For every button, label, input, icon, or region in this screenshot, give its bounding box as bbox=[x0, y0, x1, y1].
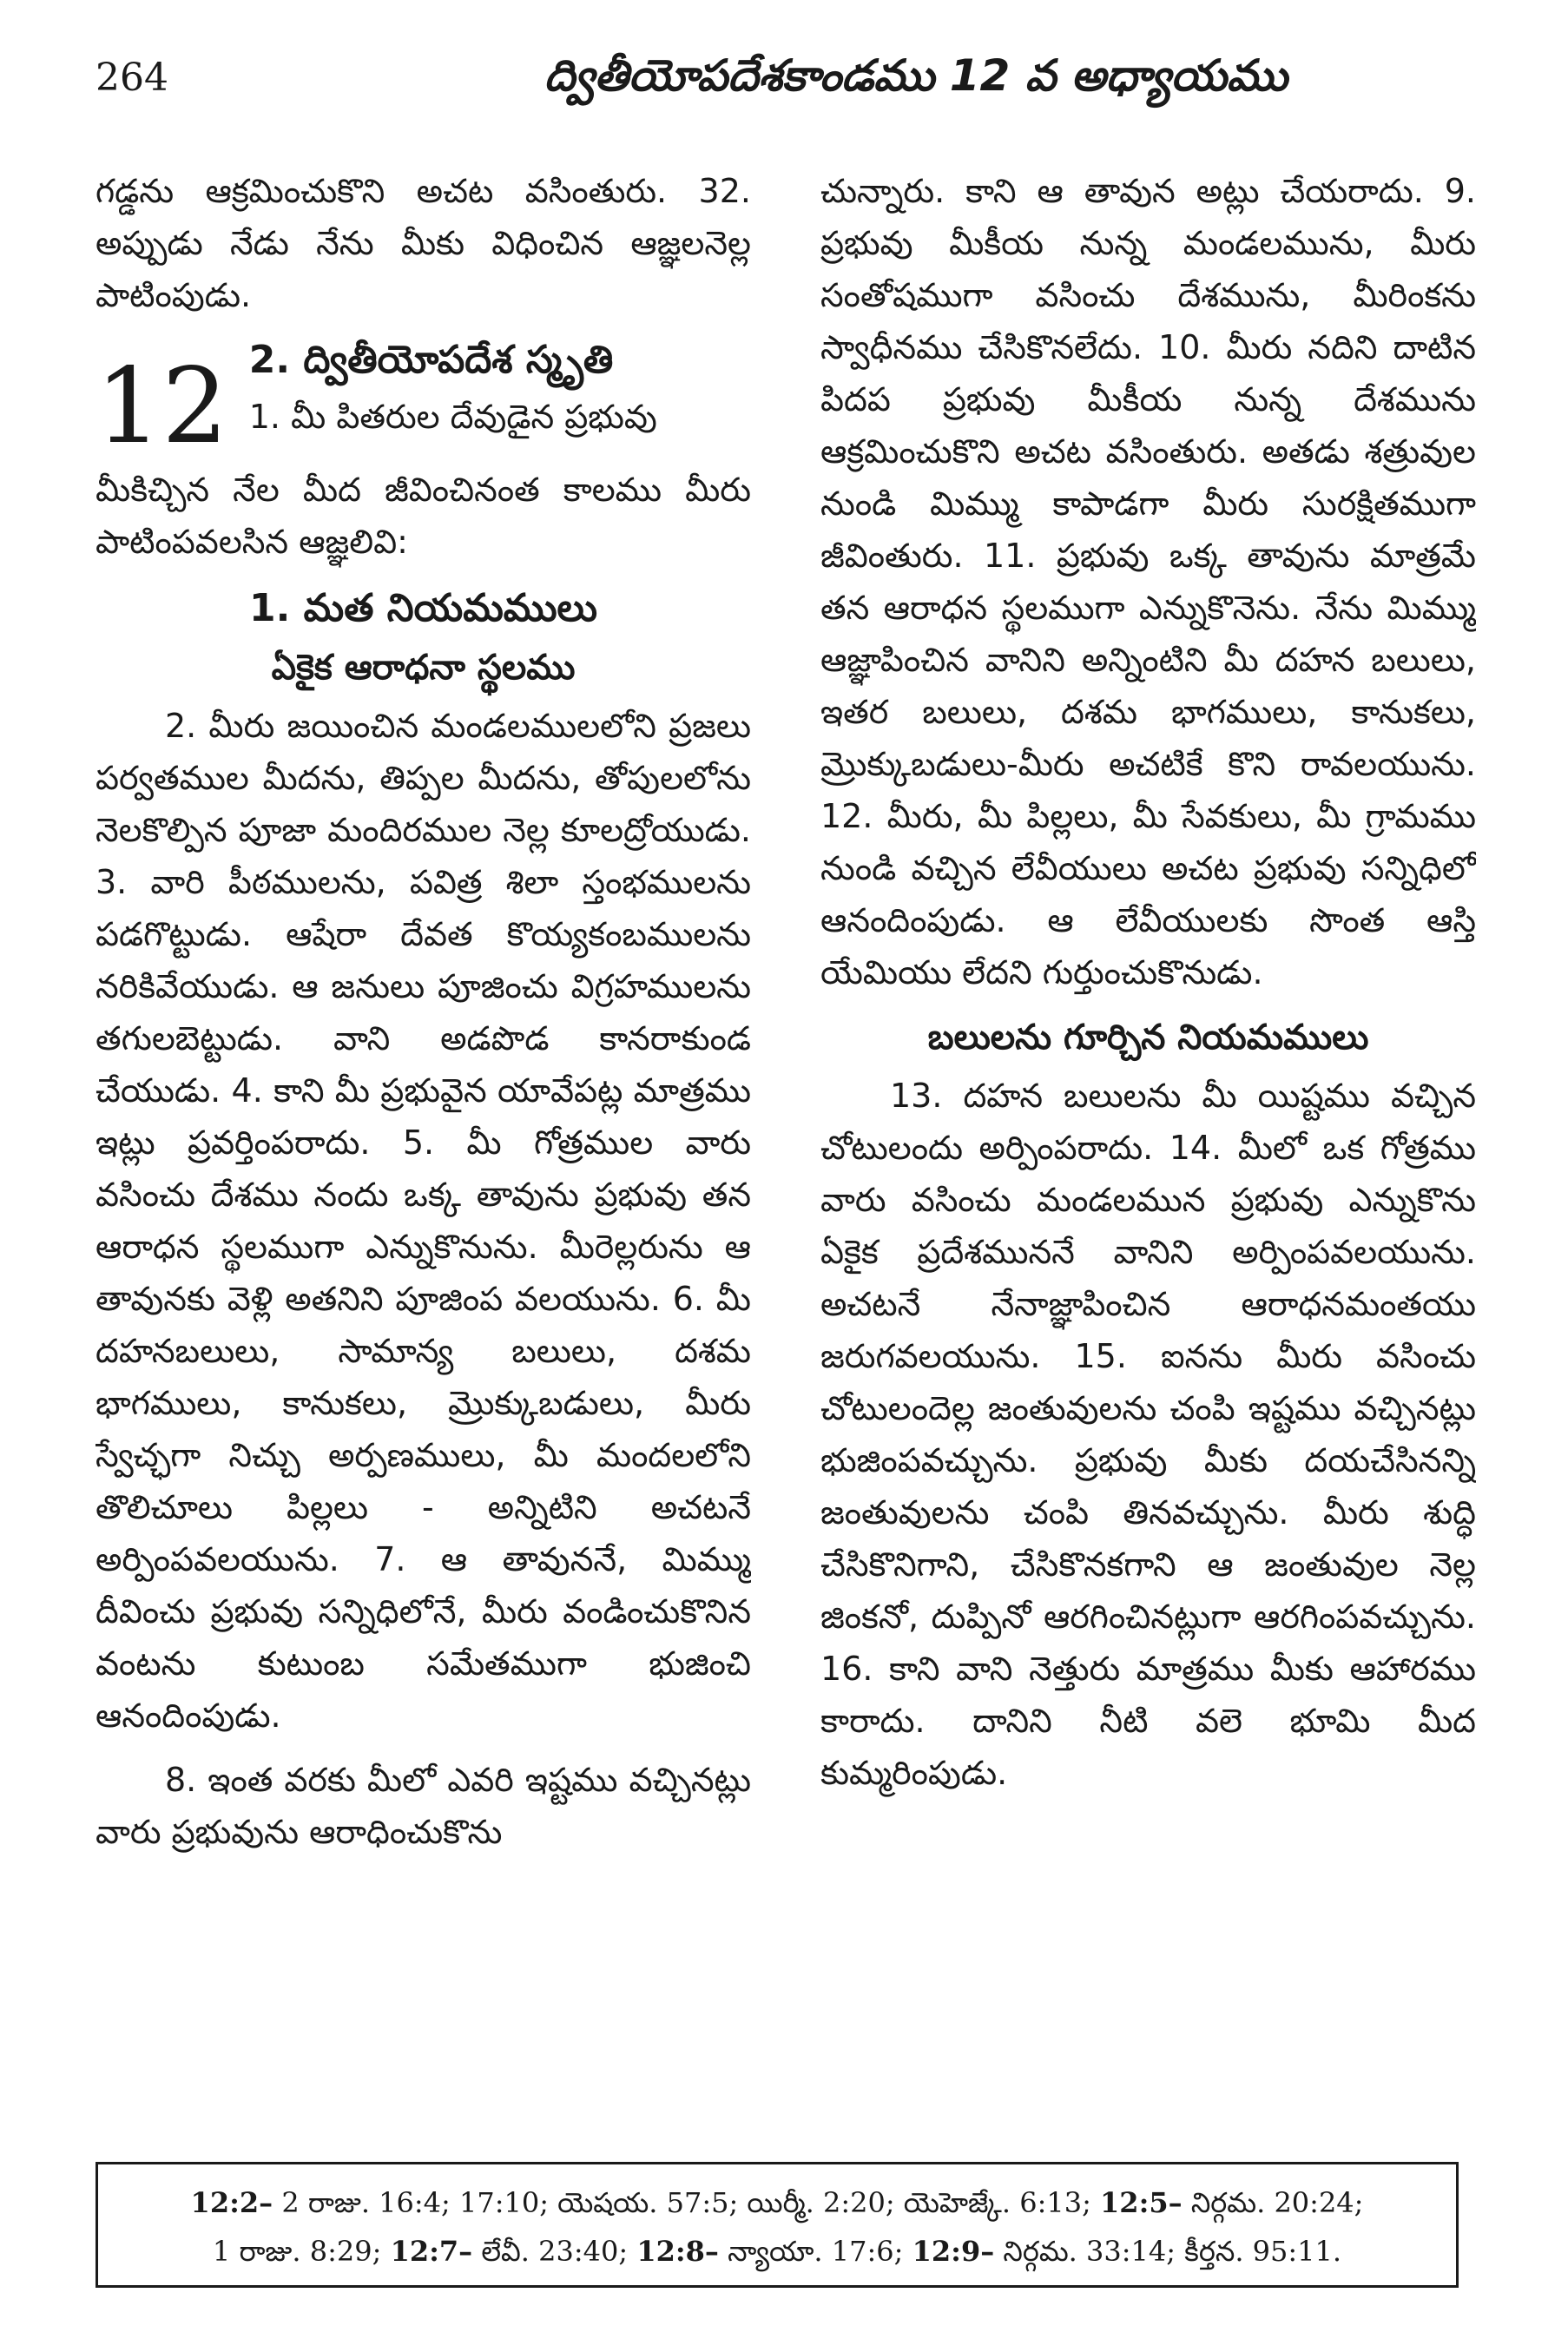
ref-text: 1 రాజు. 8:29; bbox=[212, 2235, 391, 2268]
ref-text: 2 రాజు. 16:4; 17:10; యెషయ. 57:5; యిర్మీ. 2:20; యెహెజ్కే. 6:13; bbox=[273, 2186, 1101, 2219]
verse-paragraph: మీకిచ్చిన నేల మీద జీవించినంత కాలము మీరు పాటింపవలసిన ఆజ్ఞలివి: bbox=[96, 471, 751, 561]
text-columns bbox=[96, 165, 1476, 2066]
verse-ref: 12:7– bbox=[390, 2235, 473, 2268]
intro-paragraph: గడ్డను ఆక్రమించుకొని అచట వసింతురు. 32. అప్పుడు నేడు నేను మీకు విధించిన ఆజ్ఞలనెల్ల పాటింపుడు. bbox=[96, 172, 751, 314]
ref-text: లేవీ. 23:40; bbox=[472, 2235, 637, 2268]
cross-reference-line bbox=[119, 2178, 1435, 2227]
chapter-first-line: 1. మీ పితరుల దేవుడైన ప్రభువు bbox=[248, 398, 657, 436]
cross-reference-line bbox=[119, 2227, 1435, 2276]
verse-paragraph: 8. ఇంత వరకు మీలో ఎవరి ఇష్టము వచ్చినట్లు వారు ప్రభువును ఆరాధించుకొను bbox=[96, 1761, 751, 1851]
ref-text: నిర్గమ. 33:14; కీర్తన. 95:11. bbox=[994, 2235, 1342, 2268]
section-title: 2. ద్వితీయోపదేశ స్మృతి bbox=[248, 338, 614, 382]
ref-text: న్యాయా. 17:6; bbox=[718, 2235, 912, 2268]
subheading-single-worship-place: ఏకైక ఆరాధనా స్థలము bbox=[271, 648, 576, 688]
page-number: 264 bbox=[96, 56, 168, 100]
chapter-head-text bbox=[249, 333, 751, 443]
cross-reference-box bbox=[96, 2162, 1459, 2288]
verse-paragraph: చున్నారు. కాని ఆ తావున అట్లు చేయరాదు. 9. ప్రభువు మీకీయ నున్న మండలమును, మీరు సంతోషముగా వసించు దేశమును, మీరింకను స్వాధీనము చేసికొనలేదు. 10. మీరు నదిని దాటిన పిదప ప్రభువు మీకీయ నున్న దేశమును ఆక్రమించుకొని అచట వసింతురు. అతడు శత్రువుల నుండి మిమ్ము కాపాడగా మీరు సురక్షితముగా జీవింతురు. 11. ప్రభువు ఒక్క తావును మాత్రమే తన ఆరాధన స్థలముగా ఎన్నుకొనెను. నేను మిమ్ము ఆజ్ఞాపించిన వానిని అన్నింటిని మీ దహన బలులు, ఇతర బలులు, దశమ భాగములు, కానుకలు, మ్రొక్కుబడులు-మీరు అచటికే కొని రావలయును. 12. మీరు, మీ పిల్లలు, మీ సేవకులు, మీ గ్రామము నుండి వచ్చిన లేవీయులు అచట ప్రభువు సన్నిధిలో ఆనందింపుడు. ఆ లేవీయులకు సొంత ఆస్తి యేమియు లేదని గుర్తుంచుకొనుడు. bbox=[820, 172, 1476, 992]
left-column bbox=[96, 165, 751, 2066]
verse-ref: 12:8– bbox=[636, 2235, 719, 2268]
verse-ref: 12:5– bbox=[1100, 2186, 1183, 2219]
verse-ref: 12:2– bbox=[190, 2186, 273, 2219]
heading-sacrifice-laws: బలులను గూర్చిన నియమములు bbox=[927, 1018, 1369, 1057]
verse-ref: 12:9– bbox=[912, 2235, 995, 2268]
verse-paragraph: 2. మీరు జయించిన మండలములలోని ప్రజలు పర్వతముల మీదను, తిప్పల మీదను, తోపులలోను నెలకొల్పిన పూజా మందిరముల నెల్ల కూలద్రోయుడు. 3. వారి పీఠములను, పవిత్ర శిలా స్తంభములను పడగొట్టుడు. ఆషేరా దేవత కొయ్యకంబములను నరికివేయుడు. ఆ జనులు పూజించు విగ్రహములను తగులబెట్టుడు. వాని అడపొడ కానరాకుండ చేయుడు. 4. కాని మీ ప్రభువైన యావేపట్ల మాత్రము ఇట్లు ప్రవర్తింపరాదు. 5. మీ గోత్రముల వారు వసించు దేశము నందు ఒక్క తావును ప్రభువు తన ఆరాధన స్థలముగా ఎన్నుకొనును. మీరెల్లరును ఆ తావునకు వెళ్లి అతనిని పూజింప వలయును. 6. మీ దహనబలులు, సామాన్య బలులు, దశమ భాగములు, కానుకలు, మ్రొక్కుబడులు, మీరు స్వేచ్ఛగా నిచ్చు అర్పణములు, మీ మందలలోని తొలిచూలు పిల్లలు - అన్నిటిని అచటనే అర్పింపవలయును. 7. ఆ తావుననే, మిమ్ము దీవించు ప్రభువు సన్నిధిలోనే, మీరు వండించుకొనిన వంటను కుటుంబ సమేతముగా భుజించి ఆనందింపుడు. bbox=[96, 707, 751, 1735]
verse-paragraph: 13. దహన బలులను మీ యిష్టము వచ్చిన చోటులందు అర్పింపరాదు. 14. మీలో ఒక గోత్రము వారు వసించు మండలమున ప్రభువు ఎన్నుకొను ఏకైక ప్రదేశముననే వానిని అర్పింపవలయును. అచటనే నేనాజ్ఞాపించిన ఆరాధనమంతయు జరుగవలయును. 15. ఐనను మీరు వసించు చోటులందెల్ల జంతువులను చంపి ఇష్టము వచ్చినట్లు భుజింపవచ్చును. ప్రభువు మీకు దయచేసినన్ని జంతువులను చంపి తినవచ్చును. మీరు శుద్ధి చేసికొనిగాని, చేసికొనకగాని ఆ జంతువుల నెల్ల జింకనో, దుప్పినో ఆరగించినట్లుగా ఆరగింపవచ్చును. 16. కాని వాని నెత్తురు మాత్రము మీకు ఆహారము కారాదు. దానిని నీటి వలె భూమి మీద కుమ్మరింపుడు. bbox=[820, 1077, 1476, 1792]
page-header bbox=[96, 50, 1476, 120]
chapter-heading bbox=[96, 333, 751, 467]
chapter-number: 12 bbox=[96, 346, 228, 467]
right-column bbox=[820, 165, 1476, 2066]
heading-religious-laws: 1. మత నియమములు bbox=[249, 586, 597, 630]
ref-text: నిర్గమ. 20:24; bbox=[1182, 2186, 1364, 2219]
running-title: ద్వితీయోపదేశకాండము 12 వ అధ్యాయము bbox=[544, 50, 1288, 101]
